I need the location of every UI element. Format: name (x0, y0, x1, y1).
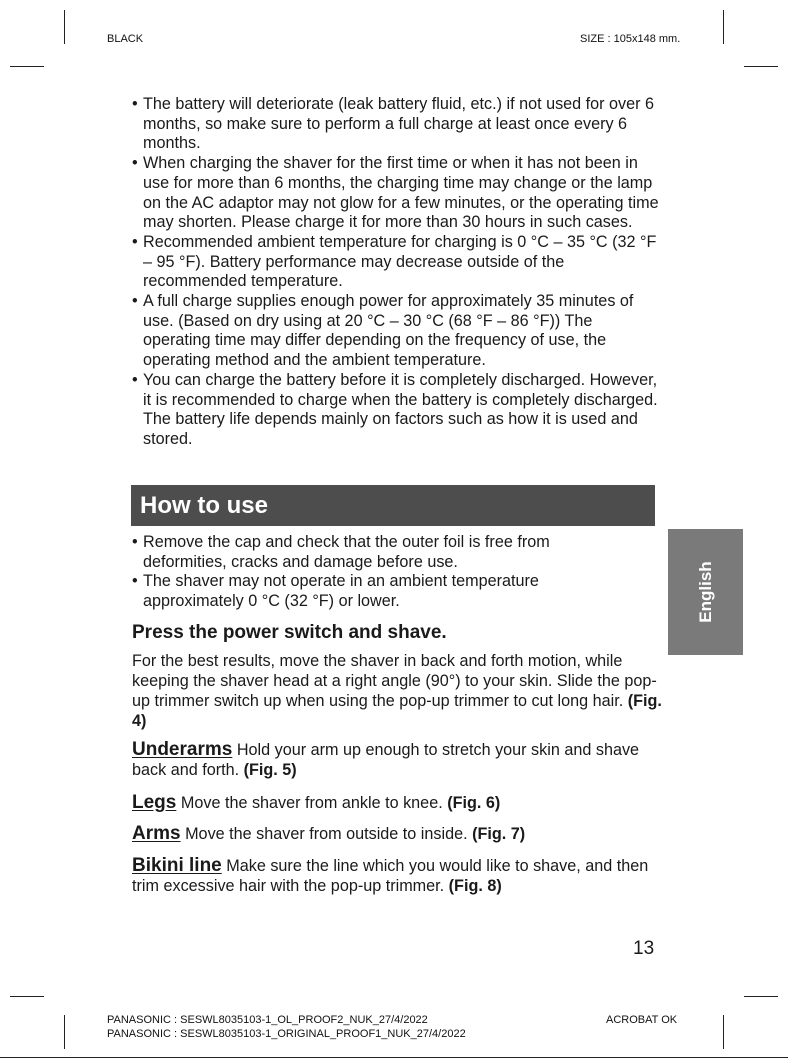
crop-mark-bottom-left-h (10, 996, 44, 997)
footer-proof-line-1: PANASONIC : SESWL8035103-1_OL_PROOF2_NUK_27/4/2022 (107, 1014, 428, 1026)
area-text: Move the shaver from outside to inside. (185, 825, 468, 843)
fig-reference: (Fig. 4) (132, 692, 662, 730)
area-text: Hold your arm up enough to stretch your skin and shave back and forth. (132, 741, 640, 779)
crop-mark-top-left-h (10, 66, 44, 67)
header-color-label: BLACK (107, 33, 144, 45)
battery-notes (132, 95, 662, 450)
area-text: Make sure the line which you would like to shave, and then trim excessive hair with the pop-up trimmer. (132, 857, 649, 895)
page-number: 13 (633, 938, 655, 959)
area-text: Move the shaver from ankle to knee. (180, 794, 443, 812)
crop-mark-bottom-left-v (64, 1015, 65, 1049)
list-item: • The battery will deteriorate (leak battery fluid, etc.) if not used for over 6 months, so make sure to perform a full charge at least once every 6 months. (132, 95, 662, 154)
section-heading: How to use (131, 485, 655, 526)
fig-reference: (Fig. 5) (243, 761, 297, 779)
list-item: • The shaver may not operate in an ambient temperature approximately 0 °C (32 °F) or lower. (132, 572, 602, 611)
footer-approval-label: ACROBAT OK (606, 1014, 678, 1026)
area-term: Bikini line (132, 855, 222, 876)
crop-mark-bottom-right-v (723, 1015, 724, 1049)
header-size-label: SIZE : 105x148 mm. (580, 33, 681, 45)
list-item: • A full charge supplies enough power for approximately 35 minutes of use. (Based on dry using at 20 °C – 30 °C (68 °F – 86 °F)) The operating time may differ depending on the frequency of use, the operating method and the ambient temperature. (132, 292, 662, 371)
area-term: Arms (132, 823, 181, 844)
area-arms (132, 824, 662, 844)
crop-mark-top-right-v (723, 10, 724, 44)
subheading: Press the power switch and shave. (132, 622, 447, 643)
area-underarms (132, 740, 662, 780)
area-term: Legs (132, 792, 177, 813)
crop-mark-top-left-v (64, 10, 65, 44)
intro-paragraph (132, 651, 662, 731)
list-item: • You can charge the battery before it is completely discharged. However, it is recommended to charge when the battery is completely discharged. The battery life depends mainly on factors such as how it is used and stored. (132, 371, 662, 450)
language-tab (668, 529, 743, 655)
list-item: • When charging the shaver for the first time or when it has not been in use for more than 6 months, the charging time may change or the lamp on the AC adaptor may not glow for a few minutes, or the operating time may shorten. Please charge it for more than 30 hours in such cases. (132, 154, 662, 233)
crop-mark-top-right-h (744, 66, 778, 67)
list-item: • Recommended ambient temperature for charging is 0 °C – 35 °C (32 °F – 95 °F). Battery performance may decrease outside of the recommended temperature. (132, 233, 662, 292)
fig-reference: (Fig. 8) (448, 877, 502, 895)
area-legs (132, 793, 662, 813)
fig-reference: (Fig. 7) (472, 825, 526, 843)
area-bikini-line (132, 856, 662, 896)
footer-proof-line-2: PANASONIC : SESWL8035103-1_ORIGINAL_PROOF1_NUK_27/4/2022 (107, 1028, 466, 1040)
list-item: • Remove the cap and check that the outer foil is free from deformities, cracks and damage before use. (132, 533, 602, 572)
bottom-rule (0, 1057, 788, 1058)
fig-reference: (Fig. 6) (447, 794, 501, 812)
intro-text: For the best results, move the shaver in back and forth motion, while keeping the shaver head at a right angle (90°) to your skin. Slide the pop-up trimmer switch up when using the pop-up trimmer to cut long hair. (132, 652, 657, 710)
language-tab-label: English (695, 561, 715, 623)
area-term: Underarms (132, 739, 233, 760)
crop-mark-bottom-right-h (744, 996, 778, 997)
usage-notes (132, 533, 602, 612)
